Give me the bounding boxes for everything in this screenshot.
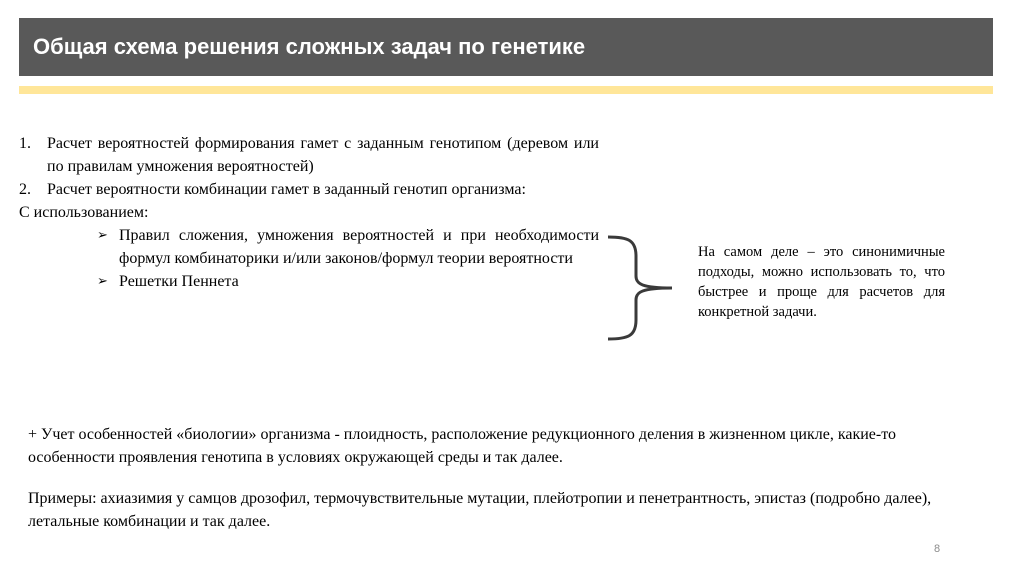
side-note: На самом деле – это синонимичные подходы, можно использовать то, что быстрее и проще для расчетов для конкретной задачи. <box>698 244 945 320</box>
step-number: 2. <box>19 181 31 198</box>
arrow-bullet-icon: ➢ <box>97 228 108 243</box>
steps-block <box>19 132 599 293</box>
step-item-2 <box>19 178 599 201</box>
step-number: 1. <box>19 135 31 152</box>
bottom-text-block <box>28 423 978 533</box>
bullet-text: Решетки Пеннета <box>119 273 239 290</box>
step-item-1 <box>19 132 599 178</box>
bullet-text: Правил сложения, умножения вероятностей и при необходимости формул комбинаторики и/или законов/формул теории вероятности <box>119 227 599 267</box>
examples-paragraph: Примеры: ахиазимия у самцов дрозофил, термочувствительные мутации, плейотропии и пенетрантность, эпистаз (подробно далее), летальные комбинации и так далее. <box>28 490 932 530</box>
title-bar <box>19 18 993 76</box>
bullet-item-2 <box>97 270 599 293</box>
biology-paragraph: + Учет особенностей «биологии» организма - плоидность, расположение редукционного деления в жизненном цикле, какие-то особенности проявления генотипа в условиях окружающей среды и так далее. <box>28 426 897 466</box>
page-number: 8 <box>934 543 941 555</box>
step-text: Расчет вероятности комбинации гамет в заданный генотип организма: <box>47 181 526 198</box>
accent-divider <box>19 86 993 94</box>
page-title: Общая схема решения сложных задач по генетике <box>33 34 586 59</box>
arrow-bullet-icon: ➢ <box>97 274 108 289</box>
curly-brace-icon <box>606 234 676 342</box>
bullet-item-1 <box>97 224 599 270</box>
using-label: С использованием: <box>19 204 149 221</box>
step-text: Расчет вероятностей формирования гамет с заданным генотипом (деревом или по правилам умножения вероятностей) <box>47 135 599 175</box>
